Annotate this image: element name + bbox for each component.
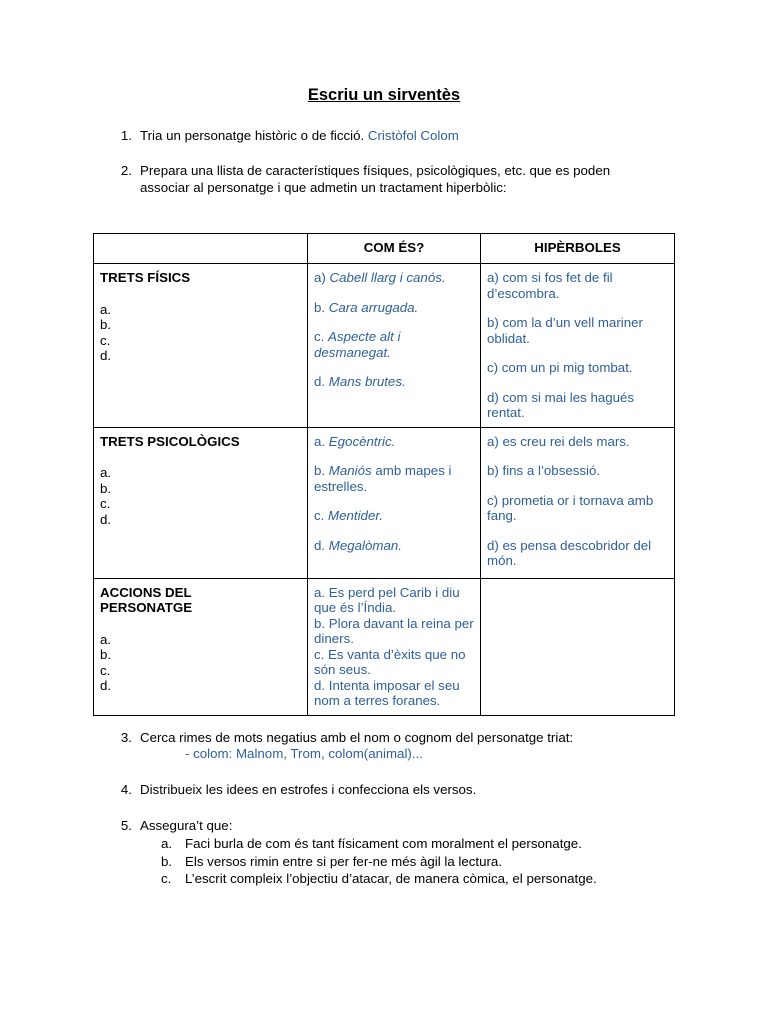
list-item: d. Intenta imposar el seu nom a terres foranes. <box>314 677 460 708</box>
step-number: 4. <box>120 782 132 797</box>
step-text: Assegura’t que: <box>140 818 233 833</box>
list-item: d) es pensa descobridor del món. <box>487 537 652 568</box>
step-number: 5. <box>120 818 132 833</box>
step-number: 1. <box>120 128 132 143</box>
com-es-cell <box>308 427 481 578</box>
step-text-line: associar al personatge i que admetin un tractament hiperbòlic: <box>140 180 507 195</box>
list-item: c. L’escrit compleix l’objectiu d’atacar, de manera còmica, el personatge. <box>161 871 597 886</box>
header-cell <box>94 234 308 264</box>
characteristics-table <box>93 233 675 716</box>
header-cell: COM ÉS? <box>308 234 481 264</box>
list-item: a. Egocèntric. <box>314 433 396 449</box>
list-letter: c. <box>100 662 111 678</box>
list-item: c. Aspecte alt i desmanegat. <box>314 329 401 360</box>
list-item: a. Faci burla de com és tant físicament com moralment el personatge. <box>161 836 582 851</box>
step-number: 3. <box>120 730 132 745</box>
list-item: d) com si mai les hagués rentat. <box>487 389 635 420</box>
list-letter: b. <box>100 647 112 662</box>
header-cell: HIPÈRBOLES <box>481 234 675 264</box>
list-letter: b. <box>100 480 112 496</box>
list-item: c) prometia or i tornava amb fang. <box>487 492 654 523</box>
letter-list <box>100 465 301 527</box>
list-item: b. Plora davant la reina per diners. <box>314 615 474 646</box>
list-item: b) com la d’un vell mariner oblidat. <box>487 315 643 346</box>
step-text: Tria un personatge històric o de ficció. <box>140 128 365 143</box>
list-letter: d. <box>100 348 112 363</box>
list-item: d. Mans brutes. <box>314 374 406 389</box>
table-header-row <box>94 234 675 264</box>
list-item: c. Es vanta d’èxits que no són seus. <box>314 646 466 677</box>
list-letter: c. <box>100 496 111 511</box>
row-label-cell <box>94 264 308 428</box>
list-item: a. Es perd pel Carib i diu que és l’Índia. <box>314 584 460 615</box>
table-row <box>94 264 675 428</box>
letter-list <box>100 632 301 694</box>
step-text: Cerca rimes de mots negatius amb el nom o cognom del personatge triat: <box>140 730 574 745</box>
list-item: a) Cabell llarg i canós. <box>314 270 446 285</box>
checklist <box>145 835 685 888</box>
row-label-cell <box>94 578 308 715</box>
list-item: c) com un pi mig tombat. <box>487 360 633 375</box>
list-letter: a. <box>100 301 112 317</box>
list-item: b. Cara arrugada. <box>314 299 419 315</box>
list-letter: c. <box>100 332 111 348</box>
table-row <box>94 578 675 715</box>
step-text-line: Prepara una llista de característiques físiques, psicològiques, etc. que es poden <box>140 163 611 178</box>
list-letter: a. <box>100 631 112 647</box>
list-item: b) fins a l’obsessió. <box>487 463 601 478</box>
list-item: d. Megalòman. <box>314 537 402 553</box>
com-es-cell <box>308 578 481 715</box>
list-letter: d. <box>100 678 112 693</box>
page-title: Escriu un sirventès <box>307 86 461 104</box>
row-label: TRETS FÍSICS <box>100 270 191 285</box>
com-es-cell <box>308 264 481 428</box>
list-letter: b. <box>100 317 112 332</box>
step-text: Distribueix les idees en estrofes i confecciona els versos. <box>140 782 477 797</box>
answer-text: Cristòfol Colom <box>367 128 459 143</box>
hiperboles-cell <box>481 427 675 578</box>
list-letter: d. <box>100 511 112 527</box>
hiperboles-cell-empty <box>481 578 675 715</box>
list-item: b. Els versos rimin entre si per fer-ne més àgil la lectura. <box>161 853 503 869</box>
row-label-cell <box>94 427 308 578</box>
row-label: TRETS PSICOLÒGICS <box>100 433 240 449</box>
step-number: 2. <box>120 163 132 178</box>
table-row <box>94 427 675 578</box>
answer-text: - colom: Malnom, Trom, colom(animal)... <box>185 746 423 761</box>
letter-list <box>100 302 301 364</box>
list-item: b. Maniós amb mapes i estrelles. <box>314 463 452 494</box>
row-label: ACCIONS DEL PERSONATGE <box>100 584 193 615</box>
list-letter: a. <box>100 465 112 480</box>
list-item: a) es creu rei dels mars. <box>487 433 630 449</box>
list-item: c. Mentider. <box>314 508 383 523</box>
list-item: a) com si fos fet de fil d’escombra. <box>487 270 613 301</box>
hiperboles-cell <box>481 264 675 428</box>
